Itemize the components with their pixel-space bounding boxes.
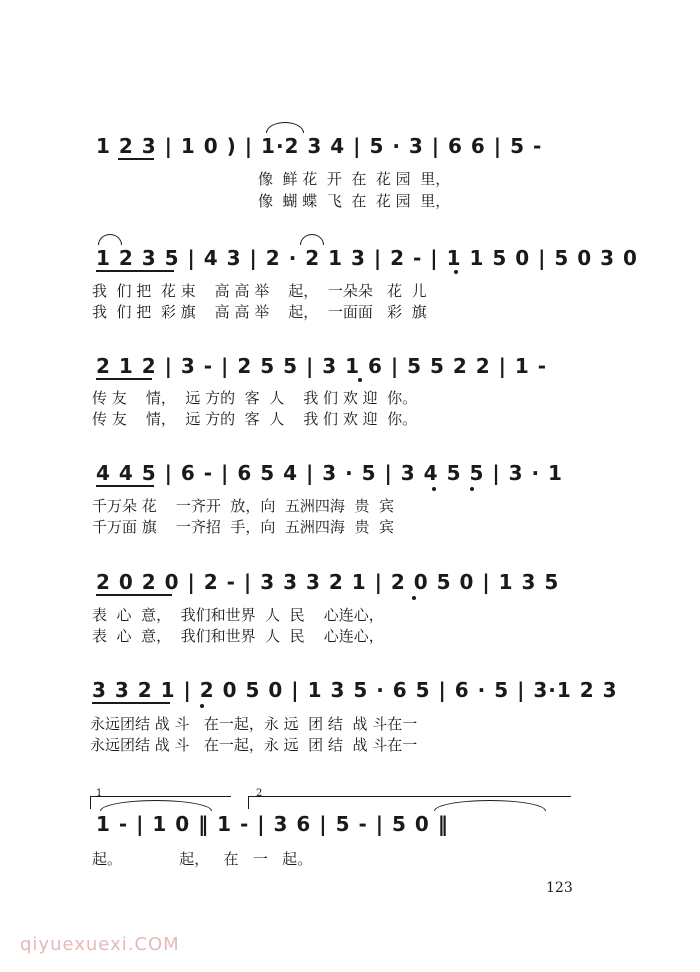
octave-dot: [432, 487, 436, 491]
volta-number-1: 1: [96, 788, 103, 799]
notation-line-2: 1 2 3 5 | 4 3 | 2 · 2 1 3 | 2 - | 1 1 5 0 | 5 0 3 0: [96, 246, 638, 270]
lyric-line-1b: 像 蝴 蝶 飞 在 花 园 里，: [258, 192, 451, 210]
lyric-line-3b: 传 友 情， 远 方的 客 人 我 们 欢 迎 你。: [92, 410, 418, 428]
notation-line-3: 2 1 2 | 3 - | 2 5 5 | 3 1 6 | 5 5 2 2 | 1 -: [96, 354, 548, 378]
octave-dot: [412, 596, 416, 600]
tie-arc: [266, 122, 304, 133]
notation-line-7: 1 - | 1 0 ‖ 1 - | 3 6 | 5 - | 5 0 ‖: [96, 812, 449, 836]
notation-line-1: 1 2 3 | 1 0 ) | 1·2 3 4 | 5 · 3 | 6 6 | 5 -: [96, 134, 543, 158]
beam-underline: [96, 594, 172, 596]
lyric-line-4a: 千万朵 花 一齐开 放，向 五洲四海 贵 宾: [92, 497, 394, 515]
beam-underline: [96, 485, 154, 487]
beam-underline: [92, 702, 170, 704]
lyric-line-5a: 表 心 意， 我们和世界 人 民 心连心，: [92, 606, 384, 624]
lyric-line-4b: 千万面 旗 一齐招 手，向 五洲四海 贵 宾: [92, 518, 394, 536]
lyric-line-1a: 像 鲜 花 开 在 花 园 里，: [258, 170, 451, 188]
octave-dot: [470, 487, 474, 491]
notation-line-6: 3 3 2 1 | 2 0 5 0 | 1 3 5 · 6 5 | 6 · 5 | 3·1 2 3: [92, 678, 618, 702]
notation-line-4: 4 4 5 | 6 - | 6 5 4 | 3 · 5 | 3 4 5 5 | 3 · 1: [96, 461, 563, 485]
beam-underline: [96, 270, 174, 272]
tie-arc: [300, 234, 324, 245]
page-number: 123: [546, 880, 573, 896]
lyric-line-2b: 我 们 把 彩 旗 高 高 举 起， 一面面 彩 旗: [92, 303, 427, 321]
lyric-line-6a: 永远团结 战 斗 在一起，永 远 团 结 战 斗在一: [90, 715, 418, 733]
beam-underline: [118, 158, 154, 160]
lyric-line-5b: 表 心 意， 我们和世界 人 民 心连心，: [92, 627, 384, 645]
beam-underline: [96, 378, 152, 380]
tie-arc: [98, 234, 122, 245]
volta-number-2: 2: [256, 788, 263, 799]
notation-line-5: 2 0 2 0 | 2 - | 3 3 3 2 1 | 2 0 5 0 | 1 3 5: [96, 570, 560, 594]
lyric-line-3a: 传 友 情， 远 方的 客 人 我 们 欢 迎 你。: [92, 389, 418, 407]
octave-dot: [358, 378, 362, 382]
octave-dot: [454, 270, 458, 274]
watermark: qiyuexuexi.COM: [20, 934, 180, 955]
octave-dot: [200, 704, 204, 708]
lyric-line-2a: 我 们 把 花 束 高 高 举 起， 一朵朵 花 儿: [92, 282, 427, 300]
lyric-line-7: 起。 起， 在 一 起。: [92, 850, 313, 868]
lyric-line-6b: 永远团结 战 斗 在一起，永 远 团 结 战 斗在一: [90, 736, 418, 754]
